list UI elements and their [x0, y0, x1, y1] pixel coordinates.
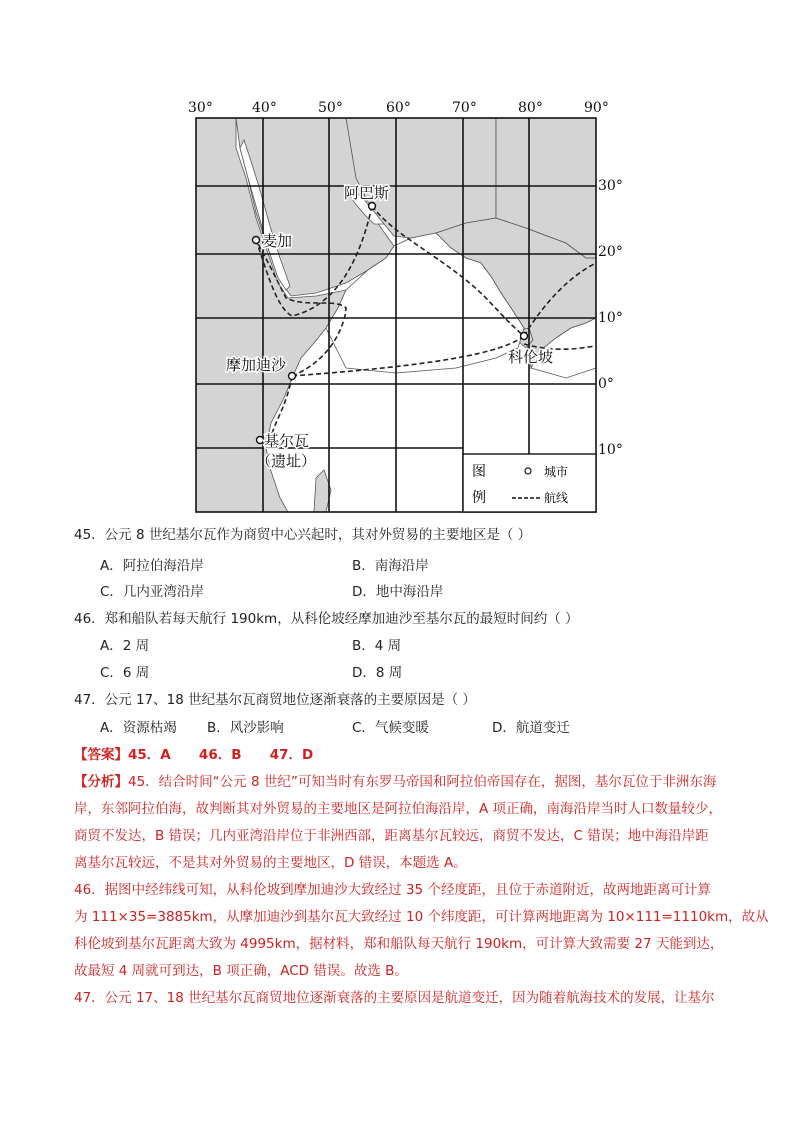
city-label-maijia: 麦加	[262, 232, 293, 250]
lat-label-10s: 10°	[598, 442, 623, 458]
legend-title-1: 图	[472, 464, 486, 480]
lon-label-50: 50°	[318, 100, 343, 116]
answer-text: 45．A 46．B 47．D	[128, 747, 314, 763]
question-45-stem: 45．公元 8 世纪基尔瓦作为商贸中心兴起时，其对外贸易的主要地区是（ ）	[74, 527, 532, 543]
analysis-46-line-1: 46．据图中经纬线可知，从科伦坡到摩加迪沙大致经过 35 个经度距，且位于赤道附近，故两地距离可计算	[74, 882, 711, 898]
question-47-option-d: D．航道变迁	[492, 720, 570, 736]
lon-label-80: 80°	[518, 100, 543, 116]
lon-label-70: 70°	[452, 100, 477, 116]
lon-label-40: 40°	[252, 100, 277, 116]
lat-label-0: 0°	[598, 376, 614, 392]
city-marker-kelunpo	[521, 333, 528, 340]
city-label-abasi: 阿巴斯	[344, 184, 390, 202]
city-label-jierwa-note: （遗址）	[256, 452, 317, 470]
city-label-kelunpo: 科伦坡	[508, 348, 554, 366]
question-46-option-d: D．8 周	[352, 665, 403, 681]
question-46-stem: 46．郑和船队若每天航行 190km，从科伦坡经摩加迪沙至基尔瓦的最短时间约（ ）	[74, 611, 579, 627]
lat-label-10n: 10°	[598, 310, 623, 326]
analysis-45-line-3: 商贸不发达，B 错误；几内亚湾沿岸位于非洲西部，距离基尔瓦较远，商贸不发达，C 错误；地中海沿岸距	[74, 828, 709, 844]
city-label-jierwa: 基尔瓦	[264, 432, 310, 450]
question-46-option-b: B．4 周	[352, 638, 402, 654]
question-45-option-a: A．阿拉伯海沿岸	[100, 558, 204, 574]
analysis-46-line-3: 科伦坡到基尔瓦距离大致为 4995km，据材料，郑和船队每天航行 190km，可计算大致需要 27 天能到达，	[74, 936, 724, 952]
analysis-45	[74, 769, 736, 877]
question-45-option-c: C．几内亚湾沿岸	[100, 584, 204, 600]
analysis-47	[74, 985, 736, 1012]
legend-title-2: 例	[472, 490, 486, 506]
lat-label-30n: 30°	[598, 178, 623, 194]
analysis-46-line-4: 故最短 4 周就可到达，B 项正确，ACD 错误。故选 B。	[74, 963, 408, 979]
analysis-tag: 【分析】	[74, 774, 128, 790]
question-47-option-a: A．资源枯竭	[100, 720, 177, 736]
legend-city-label: 城市	[544, 465, 569, 479]
legend-route-label: 航线	[544, 491, 569, 505]
map-legend	[463, 454, 596, 512]
lat-label-20n: 20°	[598, 244, 623, 260]
legend-city-icon	[525, 468, 531, 474]
question-46-option-c: C．6 周	[100, 665, 150, 681]
answer-tag: 【答案】	[74, 747, 128, 763]
lon-label-60: 60°	[386, 100, 411, 116]
question-45-option-d: D．地中海沿岸	[352, 584, 444, 600]
analysis-46	[74, 877, 769, 985]
question-47-option-b: B．风沙影响	[207, 720, 284, 736]
lon-label-90: 90°	[584, 100, 609, 116]
analysis-45-line-1: 45．结合时间“公元 8 世纪”可知当时有东罗马帝国和阿拉伯帝国存在，据图，基尔瓦位于非洲东海	[128, 774, 717, 790]
analysis-45-line-2: 岸，东邻阿拉伯海，故判断其对外贸易的主要地区是阿拉伯海沿岸，A 项正确，南海沿岸当时人口数量较少，	[74, 801, 723, 817]
indian-ocean-map	[180, 92, 623, 516]
city-marker-abasi	[369, 203, 376, 210]
question-45-option-b: B．南海沿岸	[352, 558, 429, 574]
question-46-option-a: A．2 周	[100, 638, 150, 654]
question-47-stem: 47．公元 17、18 世纪基尔瓦商贸地位逐渐衰落的主要原因是（ ）	[74, 692, 476, 708]
analysis-46-line-2: 为 111×35=3885km，从摩加迪沙到基尔瓦大致经过 10 个纬度距，可计算两地距离为 10×111=1110km，故从	[74, 909, 769, 925]
city-marker-maijia	[253, 237, 260, 244]
lon-label-30: 30°	[188, 100, 213, 116]
question-47-option-c: C．气候变暖	[352, 720, 429, 736]
answer-line	[74, 745, 313, 765]
analysis-45-line-4: 离基尔瓦较远，不是其对外贸易的主要地区，D 错误，本题选 A。	[74, 855, 467, 871]
city-marker-mojiadisha	[289, 373, 296, 380]
analysis-47-line-1: 47．公元 17、18 世纪基尔瓦商贸地位逐渐衰落的主要原因是航道变迁，因为随着航海技术的发展，让基尔	[74, 990, 715, 1006]
city-label-mojiadisha: 摩加迪沙	[226, 356, 287, 374]
city-marker-jierwa	[257, 437, 264, 444]
